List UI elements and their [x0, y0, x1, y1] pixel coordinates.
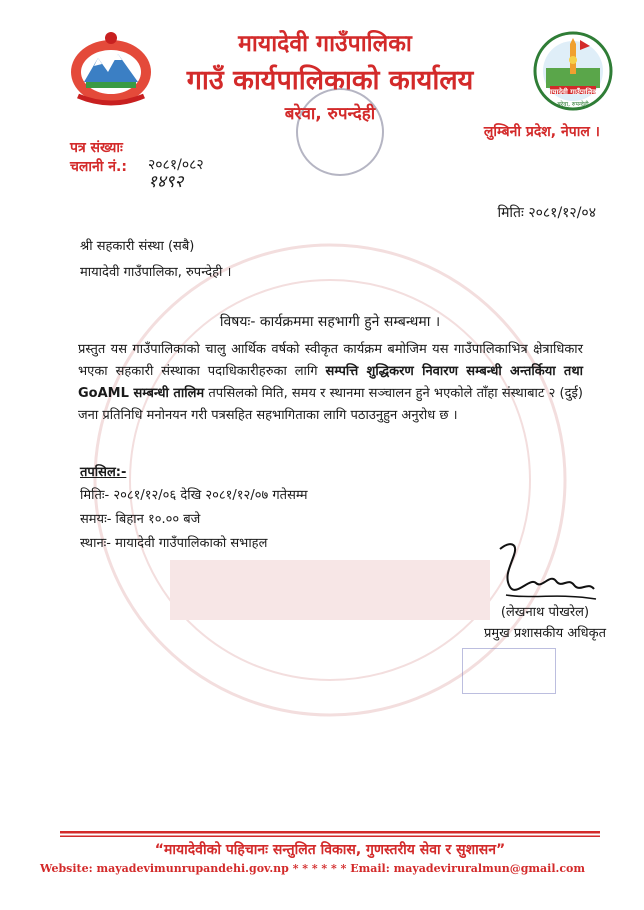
letterhead-address: बरेवा, रुपन्देही — [284, 104, 376, 124]
recipient-line-2: मायादेवी गाउँपालिका, रुपन्देही । — [80, 265, 232, 280]
recipient-line-1: श्री सहकारी संस्था (सबै) — [80, 239, 195, 254]
letter-subject: विषयः- कार्यक्रममा सहभागी हुने सम्बन्धमा । — [219, 314, 441, 330]
details-place: स्थानः- मायादेवी गाउँपालिकाको सभाहल — [80, 536, 268, 551]
letter-no-value: २०८१/०८२ — [148, 157, 204, 173]
signature-icon — [470, 537, 610, 612]
signatory-title: प्रमुख प्रशासकीय अधिकृत — [483, 626, 607, 641]
website-link[interactable]: mayadevimunrupandehi.gov.np — [96, 862, 289, 875]
details-time: समयः- बिहान १०.०० बजे — [80, 512, 201, 527]
signatory-name: (लेखनाथ पोखरेल) — [500, 605, 590, 620]
rectangular-stamp — [462, 648, 556, 694]
body-part-2: तपसिलको मिति, समय र स्थानमा सञ्चालन हुने भएकोले ताँहा संस्थाबाट २ (दुई) जना प्रतिनिधि मनोनयन गरी पत्रसहित सहभागिताका लागि पठाउनुहुन अनुरोध छ । — [78, 386, 583, 423]
footer-divider — [60, 830, 600, 840]
email-label: Email: — [350, 862, 390, 875]
letter-no-label: पत्र संख्याः — [70, 140, 123, 156]
letterhead-office-name: गाउँ कार्यपालिकाको कार्यालय — [186, 65, 474, 96]
letter-body — [78, 339, 583, 427]
letter-date: मितिः २०८१/१२/०४ — [497, 205, 596, 221]
letterhead-province: लुम्बिनी प्रदेश, नेपाल । — [483, 124, 600, 140]
details-heading: तपसिल:- — [80, 465, 127, 480]
footer-stars: * * * * * * — [292, 862, 347, 875]
body-part-1: प्रस्तुत यस गाउँपालिकाको चालु आर्थिक वर्षको स्वीकृत कार्यक्रम बमोजिम यस गाउँपालिकाभित्र क्षेत्राधिकार भएका सहकारी संस्थाका पदाधिकारीहरुका लागि — [78, 342, 583, 379]
website-label: Website: — [40, 862, 93, 875]
dispatch-no-label: चलानी नं.: — [70, 159, 127, 175]
logo-right-subtext: बरेवा, रुपन्देही — [557, 101, 589, 108]
body-training-name: सम्पत्ति शुद्धिकरण निवारण सम्बन्धी अन्तर्किया तथा GoAML सम्बन्धी तालिम — [78, 364, 584, 401]
logo-right-text: मायादेवी गाउँपालिका — [546, 88, 600, 96]
details-date: मितिः- २०८१/१२/०६ देखि २०८१/१२/०७ गतेसम्म — [80, 488, 308, 503]
email-link[interactable]: mayadeviruralmun@gmail.com — [393, 862, 586, 875]
dispatch-no-value: १४९२ — [148, 172, 184, 192]
footer-contact — [40, 862, 600, 875]
footer-motto: “मायादेवीको पहिचानः सन्तुलित विकास, गुणस्तरीय सेवा र सुशासन” — [154, 842, 506, 858]
letterhead-municipality-name: मायादेवी गाउँपालिका — [238, 31, 412, 57]
